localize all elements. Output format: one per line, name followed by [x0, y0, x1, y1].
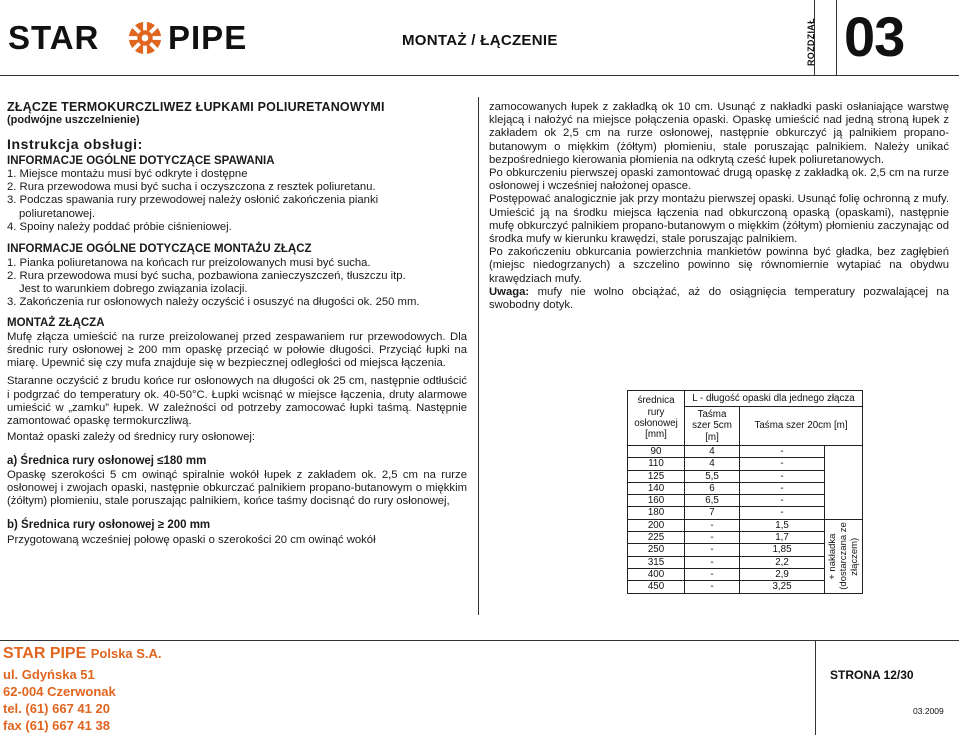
company-name-main: STAR PIPE [3, 645, 87, 662]
table-cell-t20: - [740, 507, 825, 519]
note-label: Uwaga: [489, 285, 530, 298]
table-cell-t5: - [685, 532, 740, 544]
table-cell-t20: 3,25 [740, 581, 825, 593]
table-cell-d: 450 [628, 581, 685, 593]
list-item: 2. Rura przewodowa musi być sucha, pozbawiona zanieczyszczeń, tłuszczu itp. [7, 269, 406, 282]
paragraph: Opaskę szerokości 5 cm owinąć spiralnie wokół łupek z zakładem ok. 2,5 cm na rurze osłonowej i zwojach opaski, następnie obkurczać palnikiem propano-butanowym o miękkim (żółtym) płomieniu, stale poruszając palnikiem, końce taśmy docisnąć do rury osłonowej, [7, 468, 467, 508]
table-cell-t20: 2,2 [740, 556, 825, 568]
table-cell-t20: 1,7 [740, 532, 825, 544]
table-cell-t5: 5,5 [685, 470, 740, 482]
footer-divider [815, 640, 816, 735]
column-divider [478, 97, 479, 615]
wrap-length-table [627, 390, 863, 594]
list-item: 4. Spoiny należy poddać próbie ciśnieniowej. [7, 220, 232, 233]
paragraph: zamocowanych łupek z zakładką ok 10 cm. Usunąć z nakładki paski osłaniające warstwę klejącą i nałożyć na miejsce połączenia opaski. Opaskę umieścić nad jedną stroną łupek z zakładem ok 2,5 cm na rurze osłonowej, następnie obkurczyć ją palnikiem propano-butanowym o miękkim (żółtym) płomieniu, stale poruszając palnikiem. Należy unikać bezpośredniego kierowania płomienia na odkrytą cześć łupek poliuretanowych. [489, 101, 949, 166]
list-item: Jest to warunkiem dobrego związania izolacji. [19, 282, 248, 295]
table-cell-t20: - [740, 470, 825, 482]
right-column [489, 101, 949, 312]
note-paragraph [489, 286, 949, 312]
table-cell-t5: - [685, 519, 740, 531]
paragraph: Postępować analogicznie jak przy montażu pierwszej opaski. Usunąć folię ochronną z mufy. Umieścić ją na środku miejsca łączenia nad obkurczoną opaską (opaskami), następnie mufę obkurczyć palnikiem propano-butanowym o miękkim (żółtym) płomieniu zaczynając od środka mufy w kierunku krawędzi, stale poruszając palnikiem. [489, 193, 949, 246]
list-item: 3. Zakończenia rur osłonowych należy oczyścić i osuszyć na długości ok. 250 mm. [7, 296, 420, 309]
table-cell-t5: 4 [685, 446, 740, 458]
table-cell-t5: - [685, 544, 740, 556]
paragraph: Staranne oczyścić z brudu końce rur osłonowych na długości ok 25 cm, następnie odtłuścić i podgrzać do temperatury ok. 40-50°C. Łupki wcisnąć w miejsce łączenia, druty alarmowe umieścić w „zamku” łupek. W zależności od potrzeby zamocować łupki taśmą. Następnie zamontować opaskę termokurczliwą. [7, 375, 467, 428]
table-cell-d: 180 [628, 507, 685, 519]
logo-text-star: STAR [8, 19, 100, 56]
company-name [3, 645, 162, 662]
paragraph: Po obkurczeniu pierwszej opaski zamontować drugą opaskę z zakładką ok. 2,5 cm na rurze osłonowej i wcześniej nałożonej opasce. [489, 167, 949, 193]
joint-heading: MONTAŻ ZŁĄCZA [7, 317, 105, 330]
left-column [7, 100, 467, 547]
paragraph: Mufę złącza umieścić na rurze preizolowanej przed zespawaniem rur przewodowych. Dla średnic rury osłonowej ≥ 200 mm opaskę przeciąć w połowie długości. Przyciąć łupki na miarę. Upewnić się czy mufa znajduje się w bezpiecznej odległości od miejsca łączenia. [7, 330, 467, 370]
list-item: 2. Rura przewodowa musi być sucha i oczyszczona z resztek poliuretanu. [7, 181, 376, 194]
table-side-note: + nakładka (dostarczana ze złączem) [827, 522, 860, 590]
table-cell-t5: 7 [685, 507, 740, 519]
table-cell-d: 250 [628, 544, 685, 556]
section-subtitle: (podwójne uszczelnienie) [7, 114, 140, 126]
address-street: ul. Gdyńska 51 [3, 667, 95, 682]
section-title: ZŁĄCZE TERMOKURCZLIWEZ ŁUPKAMI POLIURETANOWYMI [7, 100, 385, 114]
table-cell-t20: - [740, 495, 825, 507]
list-item: poliuretanowej. [19, 207, 95, 220]
table-cell-t5: 6,5 [685, 495, 740, 507]
welding-heading: INFORMACJE OGÓLNE DOTYCZĄCE SPAWANIA [7, 154, 275, 167]
gear-logo-icon [126, 19, 164, 57]
table-cell-d: 225 [628, 532, 685, 544]
table-cell-t20: 1,5 [740, 519, 825, 531]
table-cell-t5: 4 [685, 458, 740, 470]
table-header-tape5: Taśma szer 5cm [m] [685, 406, 740, 445]
table-empty-cell [825, 446, 863, 520]
table-cell-d: 140 [628, 482, 685, 494]
phone: tel. (61) 667 41 20 [3, 701, 110, 716]
section-label: ROZDZIAŁ [806, 18, 816, 66]
paragraph: Po zakończeniu obkurcania powierzchnia mankietów powinna być gładka, bez zagłębień (miejsc niedogrzanych) a szczelino powinno się równomiernie wytapiać na obydwu krawędziach mufy. [489, 246, 949, 285]
table-header-row [628, 391, 863, 407]
header-rule [0, 75, 959, 76]
table-cell-t5: - [685, 568, 740, 580]
table-cell-t20: - [740, 446, 825, 458]
page-number: STRONA 12/30 [830, 668, 914, 682]
table-row [628, 519, 863, 531]
table-cell-d: 90 [628, 446, 685, 458]
table-header-tape20: Taśma szer 20cm [m] [740, 406, 863, 445]
table-cell-t20: 2,9 [740, 568, 825, 580]
document-date: 03.2009 [913, 706, 944, 716]
section-number: 03 [844, 5, 905, 68]
company-name-suffix: Polska S.A. [90, 646, 162, 661]
table-cell-t5: - [685, 556, 740, 568]
paragraph: Przygotowaną wcześniej połowę opaski o szerokości 20 cm owinąć wokół [7, 534, 376, 547]
table-cell-t20: - [740, 482, 825, 494]
header-divider [836, 0, 837, 75]
table-cell-t5: - [685, 581, 740, 593]
table-cell-d: 125 [628, 470, 685, 482]
instructions-heading: Instrukcja obsługi: [7, 135, 143, 152]
page-title: MONTAŻ / ŁĄCZENIE [402, 32, 558, 49]
table-cell-d: 315 [628, 556, 685, 568]
table-cell-t5: 6 [685, 482, 740, 494]
list-item: 1. Pianka poliuretanowa na końcach rur preizolowanych musi być sucha. [7, 256, 371, 269]
list-item: 3. Podczas spawania rury przewodowej należy osłonić zakończenia pianki [7, 194, 379, 207]
table-side-note-cell [825, 519, 863, 593]
star-pipe-logo [8, 18, 263, 58]
logo-text-pipe: PIPE [168, 19, 248, 56]
fax: fax (61) 667 41 38 [3, 718, 110, 733]
table-row [628, 446, 863, 458]
table-cell-d: 160 [628, 495, 685, 507]
table-cell-t20: - [740, 458, 825, 470]
note-text: mufy nie wolno obciążać, aż do osiągnięcia temperatury pozwalającej na swobodny dotyk. [489, 285, 949, 312]
list-item: 1. Miejsce montażu musi być odkryte i dostępne [7, 168, 248, 180]
table-header-diameter: średnica rury osłonowej [mm] [628, 391, 685, 446]
table-cell-d: 200 [628, 519, 685, 531]
table-cell-t20: 1,85 [740, 544, 825, 556]
table-header-group: L - długość opaski dla jednego złącza [685, 391, 863, 407]
mounting-heading: INFORMACJE OGÓLNE DOTYCZĄCE MONTAŻU ZŁĄCZ [7, 243, 312, 256]
table-cell-d: 400 [628, 568, 685, 580]
case-a-heading: a) Średnica rury osłonowej ≤180 mm [7, 455, 207, 468]
paragraph: Montaż opaski zależy od średnicy rury osłonowej: [7, 431, 256, 444]
address-city: 62-004 Czerwonak [3, 684, 116, 699]
case-b-heading: b) Średnica rury osłonowej ≥ 200 mm [7, 518, 211, 531]
table-cell-d: 110 [628, 458, 685, 470]
